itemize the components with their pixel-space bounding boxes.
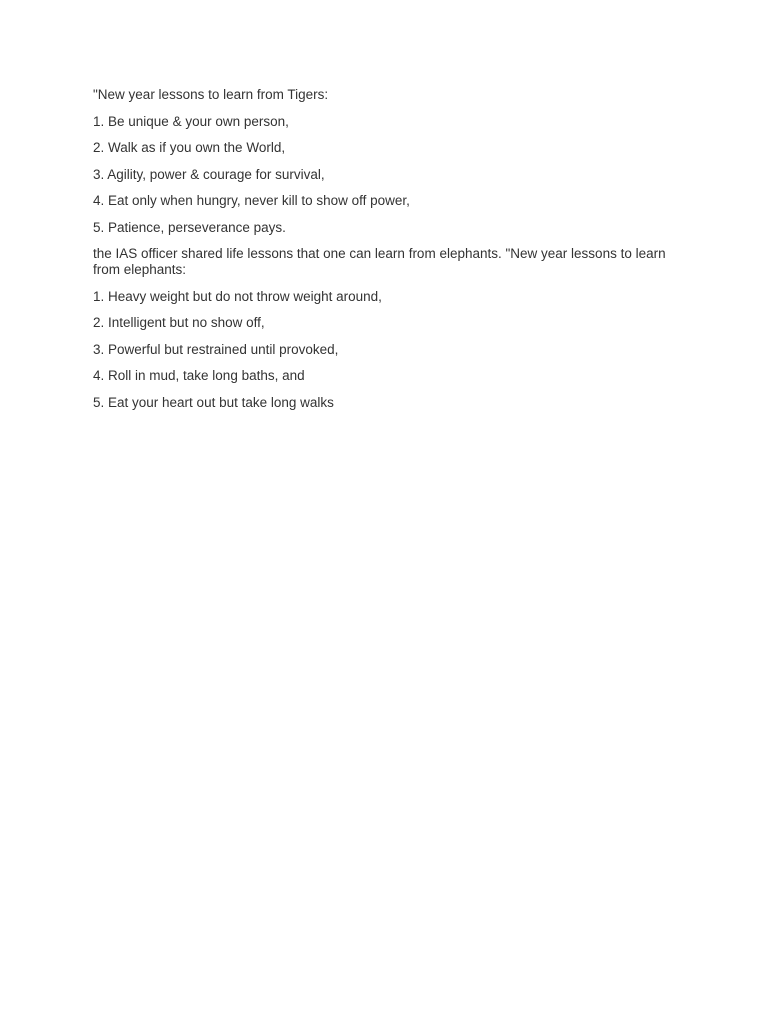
tiger-lesson-3: 3. Agility, power & courage for survival,	[93, 166, 325, 182]
tigers-intro-line: "New year lessons to learn from Tigers:	[93, 87, 329, 102]
tiger-lesson-5: 5. Patience, perseverance pays.	[93, 219, 286, 235]
tiger-lesson-2: 2. Walk as if you own the World,	[93, 140, 286, 155]
elephant-lesson-2: 2. Intelligent but no show off,	[93, 315, 265, 330]
elephants-intro-paragraph: the IAS officer shared life lessons that one can learn from elephants. "New year lessons to learn from elephants:	[93, 246, 666, 277]
tiger-lesson-1: 1. Be unique & your own person,	[93, 113, 289, 129]
elephant-lesson-1: 1. Heavy weight but do not throw weight around,	[93, 288, 382, 304]
tiger-lesson-4: 4. Eat only when hungry, never kill to show off power,	[93, 193, 410, 208]
elephant-lesson-5: 5. Eat your heart out but take long walks	[93, 394, 334, 410]
elephant-lesson-3: 3. Powerful but restrained until provoked,	[93, 341, 339, 357]
document-page	[93, 87, 673, 421]
elephant-lesson-4: 4. Roll in mud, take long baths, and	[93, 368, 305, 383]
